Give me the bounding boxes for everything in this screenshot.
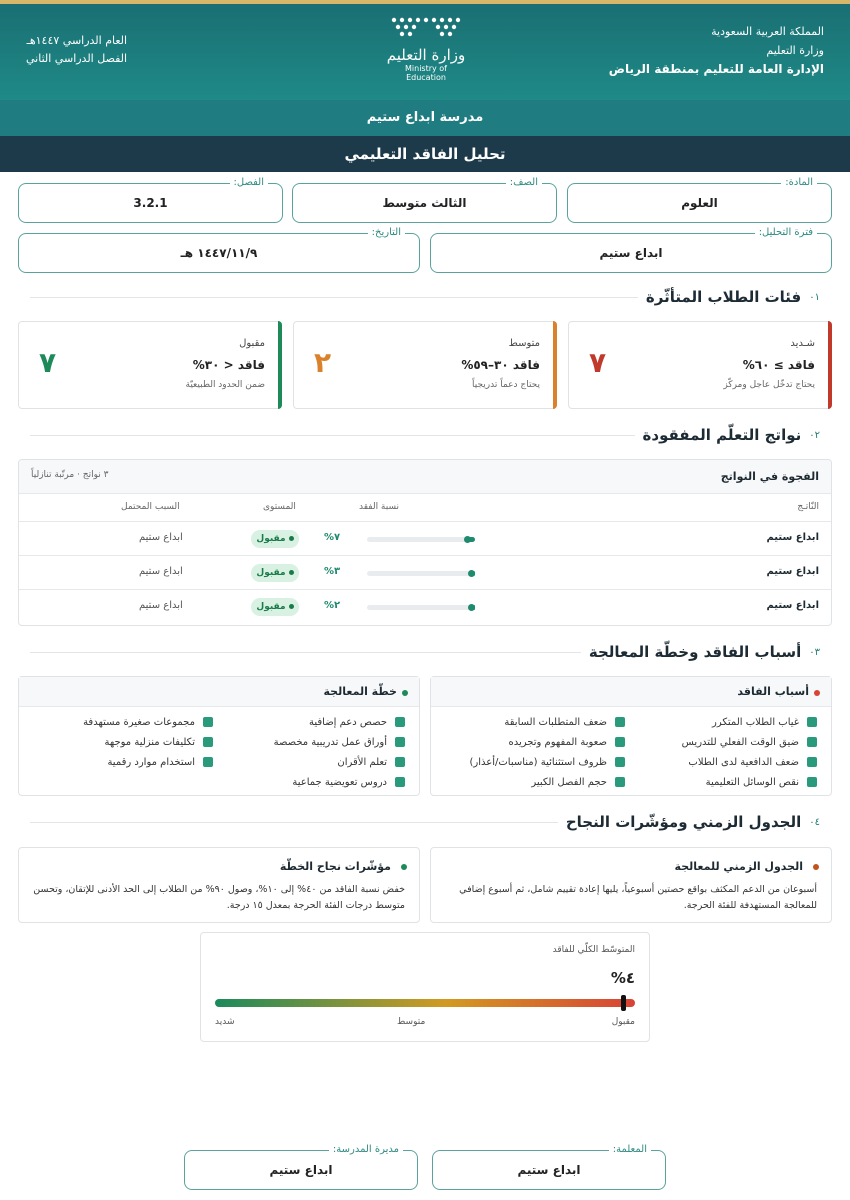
loss-bar-track <box>367 605 475 610</box>
level-dot-icon <box>289 536 294 541</box>
cause-item: ضيق الوقت الفعلي للتدريس <box>682 737 817 748</box>
column-level: المستوى <box>263 502 296 512</box>
cause-item: ظروف استثنائية (مناسبات/أعذار) <box>470 757 626 768</box>
category-card-severe <box>568 321 832 409</box>
loss-bar-dot <box>468 570 475 577</box>
level-dot-icon <box>289 604 294 609</box>
outcome-name: ابداع ستيم <box>766 600 819 611</box>
level-text: مقبول <box>256 602 286 612</box>
plan-item: تكليفات منزلية موجهة <box>104 737 213 748</box>
section-timeline-kpi <box>30 813 820 831</box>
directorate-name: الإدارة العامة للتعليم بمنطقة الرياض <box>608 62 824 76</box>
card-count: ٢ <box>314 346 332 379</box>
probable-cause: ابداع ستيم <box>139 532 183 543</box>
period-value: ابداع ستيم <box>599 246 663 260</box>
timeline-title: الجدول الزمني للمعالجة <box>674 860 803 873</box>
report-title: تحليل الفاقد التعليمي <box>0 136 850 172</box>
card-count: ٧ <box>589 346 607 379</box>
timeline-box <box>430 847 832 923</box>
header-term-info <box>26 32 127 68</box>
card-range: فاقد ≥ ٦٠% <box>742 358 815 372</box>
subject-field[interactable] <box>567 177 832 223</box>
cause-item: غياب الطلاب المتكرر <box>712 717 817 728</box>
card-description: يحتاج دعماً تدريجياً <box>472 380 540 390</box>
probable-cause: ابداع ستيم <box>139 600 183 611</box>
class-value: 3.2.1 <box>133 196 168 210</box>
level-badge <box>251 564 299 582</box>
plan-item: مجموعات صغيرة مستهدفة <box>83 717 213 728</box>
kpi-box <box>18 847 420 923</box>
outcome-name: ابداع ستيم <box>766 532 819 543</box>
section-divider <box>30 822 558 823</box>
logo-english-text: Ministry of Education <box>405 64 447 82</box>
plan-title: خطّة المعالجة <box>323 685 397 698</box>
loss-bar-dot <box>468 604 475 611</box>
section-causes-plan <box>30 643 820 661</box>
date-value: ١٤٤٧/١١/٩ هـ <box>180 246 258 260</box>
plan-item: أوراق عمل تدريبية مخصصة <box>274 737 405 748</box>
category-card-acceptable <box>18 321 282 409</box>
section-title: الجدول الزمني ومؤشّرات النجاح <box>565 813 802 831</box>
teacher-signature-field[interactable] <box>432 1144 666 1190</box>
kpi-text: خفض نسبة الفاقد من ٤٠% إلى ١٠%، وصول ٩٠% من الطلاب إلى الحد الأدنى للإتقان، وتحسن متوسط درجات الفئة الحرجة بمعدل ١٥ درجة. <box>33 884 405 911</box>
column-cause: السبب المحتمل <box>121 502 180 512</box>
causes-header <box>431 677 831 707</box>
principal-signature-field[interactable] <box>184 1144 418 1190</box>
section-title: أسباب الفاقد وخطّة المعالجة <box>588 643 802 661</box>
kpi-title: مؤشّرات نجاح الخطّة <box>279 860 391 873</box>
section-divider <box>30 435 635 436</box>
causes-title: أسباب الفاقد <box>737 685 809 698</box>
level-dot-icon <box>289 570 294 575</box>
ministry-name: وزارة التعليم <box>766 44 824 57</box>
causes-box <box>430 676 832 796</box>
plan-header <box>19 677 419 707</box>
card-range: فاقد ٣٠–٥٩% <box>461 358 540 372</box>
grade-value: الثالث متوسط <box>382 196 467 210</box>
cause-item: نقص الوسائل التعليمية <box>706 777 817 788</box>
category-card-medium <box>293 321 557 409</box>
class-field[interactable] <box>18 177 283 223</box>
school-name: مدرسة ابداع ستيم <box>0 100 850 136</box>
date-field[interactable] <box>18 227 420 273</box>
subject-value: العلوم <box>681 196 718 210</box>
academic-year: العام الدراسي ١٤٤٧هـ <box>26 34 128 47</box>
period-field[interactable] <box>430 227 832 273</box>
level-text: مقبول <box>256 568 286 578</box>
kpi-dot-icon <box>401 864 407 870</box>
cause-item: ضعف المتطلبات السابقة <box>504 717 625 728</box>
section-number: ٠٤ <box>809 816 820 828</box>
card-category-name: مقبول <box>239 338 265 349</box>
gauge-label: المتوسّط الكلّي للفاقد <box>552 945 635 955</box>
outcome-name: ابداع ستيم <box>766 566 819 577</box>
card-stripe <box>828 321 832 409</box>
table-row <box>19 590 831 624</box>
loss-percent: ٧% <box>324 532 341 543</box>
plan-item: تعلم الأقران <box>337 757 405 768</box>
level-badge <box>251 598 299 616</box>
plan-item: دروس تعويضية جماعية <box>292 777 405 788</box>
section-title: نواتج التعلّم المفقودة <box>642 426 802 444</box>
section-affected-students <box>30 288 820 306</box>
causes-dot-icon <box>814 690 820 696</box>
grade-label: الصف: <box>506 176 542 190</box>
section-divider <box>30 297 638 298</box>
timeline-text: أسبوعان من الدعم المكثف بواقع حصتين أسبوعياً، يليها إعادة تقييم شامل، ثم أسبوع إضافي للمعالجة المستهدفة للفئة الحرجة. <box>459 884 817 911</box>
column-outcome: النّاتـج <box>797 502 819 512</box>
card-description: ضمن الحدود الطبيعيّة <box>185 380 265 390</box>
gauge-label-bad: شديد <box>215 1017 235 1027</box>
section-lost-outcomes <box>30 426 820 444</box>
gauge-value: ٤% <box>610 969 635 987</box>
card-stripe <box>278 321 282 409</box>
column-loss: نسبة الفقد <box>359 502 400 512</box>
card-category-name: متوسط <box>508 338 540 349</box>
kingdom-name: المملكة العربية السعودية <box>711 25 824 38</box>
outcomes-gap-table <box>18 459 832 626</box>
header-org-info <box>609 22 824 79</box>
table-row <box>19 556 831 590</box>
table-column-headers <box>19 494 831 522</box>
overall-loss-gauge <box>200 932 650 1042</box>
plan-item: استخدام موارد رقمية <box>107 757 213 768</box>
date-label: التاريخ: <box>368 226 405 240</box>
card-stripe <box>553 321 557 409</box>
header <box>0 4 850 100</box>
grade-field[interactable] <box>292 177 557 223</box>
section-number: ٠٢ <box>809 429 820 441</box>
timeline-dot-icon <box>813 864 819 870</box>
plan-box <box>18 676 420 796</box>
cause-item: حجم الفصل الكبير <box>531 777 625 788</box>
principal-value: ابداع ستيم <box>269 1163 333 1177</box>
probable-cause: ابداع ستيم <box>139 566 183 577</box>
logo-arabic-text: وزارة التعليم <box>386 46 466 64</box>
cause-item: ضعف الدافعية لدى الطلاب <box>688 757 817 768</box>
table-note: ٣ نواتج · مرتّبة تنازلياً <box>31 470 109 480</box>
card-count: ٧ <box>39 346 57 379</box>
loss-percent: ٢% <box>324 600 341 611</box>
subject-label: المادة: <box>781 176 817 190</box>
section-number: ٠٣ <box>809 646 820 658</box>
class-label: الفصل: <box>230 176 269 190</box>
ministry-logo <box>384 14 468 84</box>
table-row <box>19 522 831 556</box>
loss-bar-track <box>367 537 475 542</box>
card-range: فاقد < ٣٠% <box>192 358 265 372</box>
gauge-label-good: مقبول <box>611 1017 635 1027</box>
teacher-value: ابداع ستيم <box>517 1163 581 1177</box>
plan-item: حصص دعم إضافية <box>309 717 405 728</box>
loss-percent: ٣% <box>324 566 341 577</box>
table-header <box>19 460 831 494</box>
plan-dot-icon <box>402 690 408 696</box>
section-divider <box>30 652 581 653</box>
cause-item: صعوبة المفهوم وتجريده <box>509 737 625 748</box>
logo-dots-icon <box>384 14 468 40</box>
period-label: فترة التحليل: <box>755 226 817 240</box>
level-text: مقبول <box>256 534 286 544</box>
table-title: الفجوة في النواتج <box>720 470 819 483</box>
principal-label: مديرة المدرسة: <box>329 1143 403 1157</box>
gauge-needle <box>621 995 626 1011</box>
gauge-label-mid: متوسط <box>397 1017 426 1027</box>
card-category-name: شـديد <box>790 338 815 349</box>
card-description: يحتاج تدخّل عاجل ومركّز <box>723 380 815 390</box>
gauge-scale <box>215 999 635 1007</box>
semester: الفصل الدراسي الثاني <box>26 52 128 65</box>
section-title: فئات الطلاب المتأثّرة <box>645 288 802 306</box>
loss-bar-track <box>367 571 475 576</box>
level-badge <box>251 530 299 548</box>
section-number: ٠١ <box>809 291 820 303</box>
teacher-label: المعلمة: <box>609 1143 651 1157</box>
